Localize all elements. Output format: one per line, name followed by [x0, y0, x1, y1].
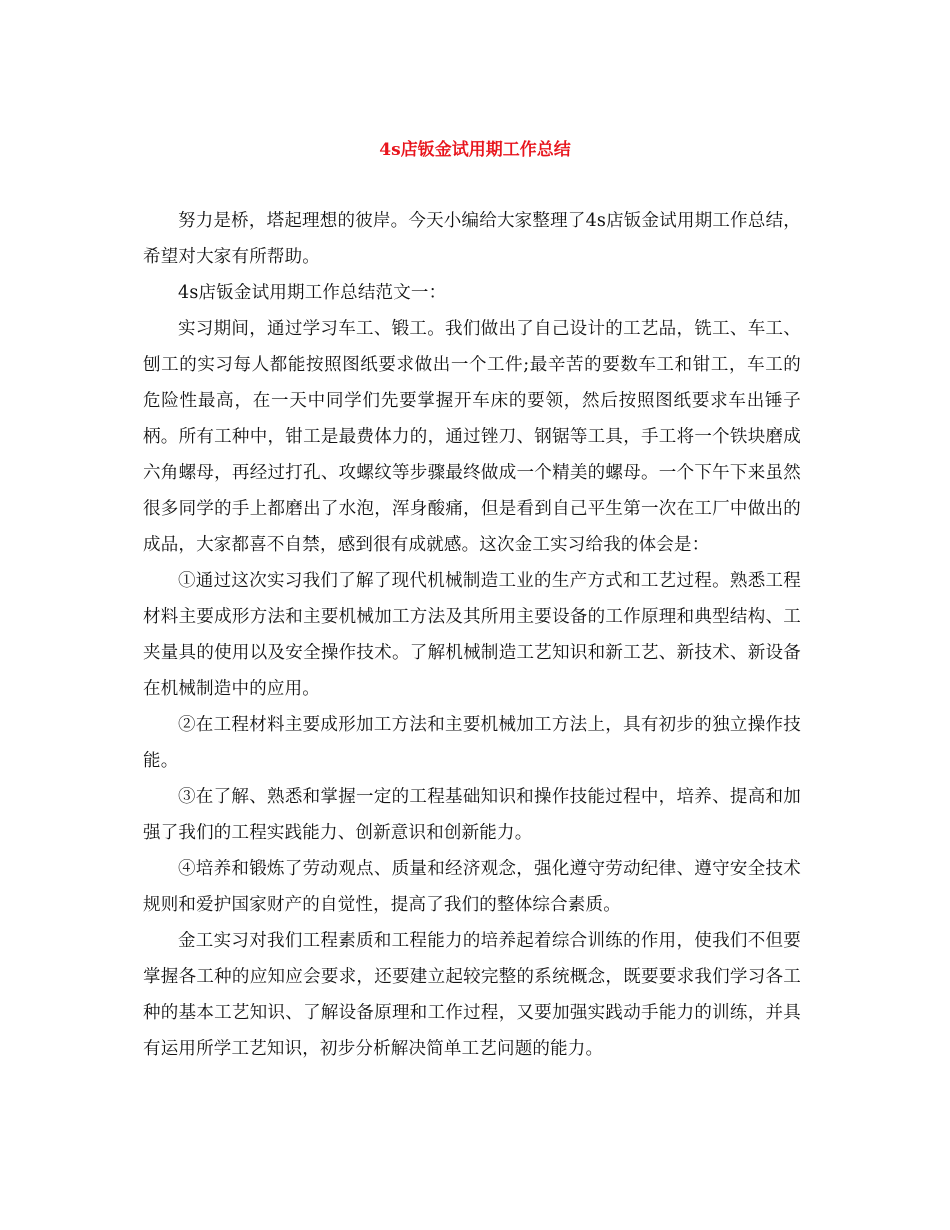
document-title: 4s店钣金试用期工作总结	[379, 140, 571, 160]
paragraph-point-1: ①通过这次实习我们了解了现代机械制造工业的生产方式和工艺过程。熟悉工程材料主要成形方法和主要机械加工方法及其所用主要设备的工作原理和典型结构、工夹量具的使用以及安全操作技术。了解机械制造工艺知识和新工艺、新技术、新设备在机械制造中的应用。	[143, 571, 801, 699]
paragraph-internship: 实习期间，通过学习车工、锻工。我们做出了自己设计的工艺品，铣工、车工、刨工的实习每人都能按照图纸要求做出一个工件;最辛苦的要数车工和钳工，车工的危险性最高，在一天中同学们先要掌握开车床的要领，然后按照图纸要求车出锤子柄。所有工种中，钳工是最费体力的，通过锉刀、钢锯等工具，手工将一个铁块磨成六角螺母，再经过打孔、攻螺纹等步骤最终做成一个精美的螺母。一个下午下来虽然很多同学的手上都磨出了水泡，浑身酸痛，但是看到自己平生第一次在工厂中做出的成品，大家都喜不自禁，感到很有成就感。这次金工实习给我的体会是：	[143, 319, 801, 555]
paragraph-point-2: ②在工程材料主要成形加工方法和主要机械加工方法上，具有初步的独立操作技能。	[143, 715, 801, 771]
document-body	[143, 203, 801, 1067]
paragraph-point-4: ④培养和锻炼了劳动观点、质量和经济观念，强化遵守劳动纪律、遵守安全技术规则和爱护国家财产的自觉性，提高了我们的整体综合素质。	[143, 859, 801, 915]
paragraph-point-3: ③在了解、熟悉和掌握一定的工程基础知识和操作技能过程中，培养、提高和加强了我们的工程实践能力、创新意识和创新能力。	[143, 787, 801, 843]
paragraph-intro: 努力是桥，塔起理想的彼岸。今天小编给大家整理了4s店钣金试用期工作总结，希望对大家有所帮助。	[143, 211, 801, 267]
paragraph-sample-heading: 4s店钣金试用期工作总结范文一：	[178, 283, 447, 303]
paragraph-conclusion: 金工实习对我们工程素质和工程能力的培养起着综合训练的作用，使我们不但要掌握各工种的应知应会要求，还要建立起较完整的系统概念，既要要求我们学习各工种的基本工艺知识、了解设备原理和工作过程，又要加强实践动手能力的训练，并具有运用所学工艺知识，初步分析解决简单工艺问题的能力。	[143, 931, 801, 1059]
